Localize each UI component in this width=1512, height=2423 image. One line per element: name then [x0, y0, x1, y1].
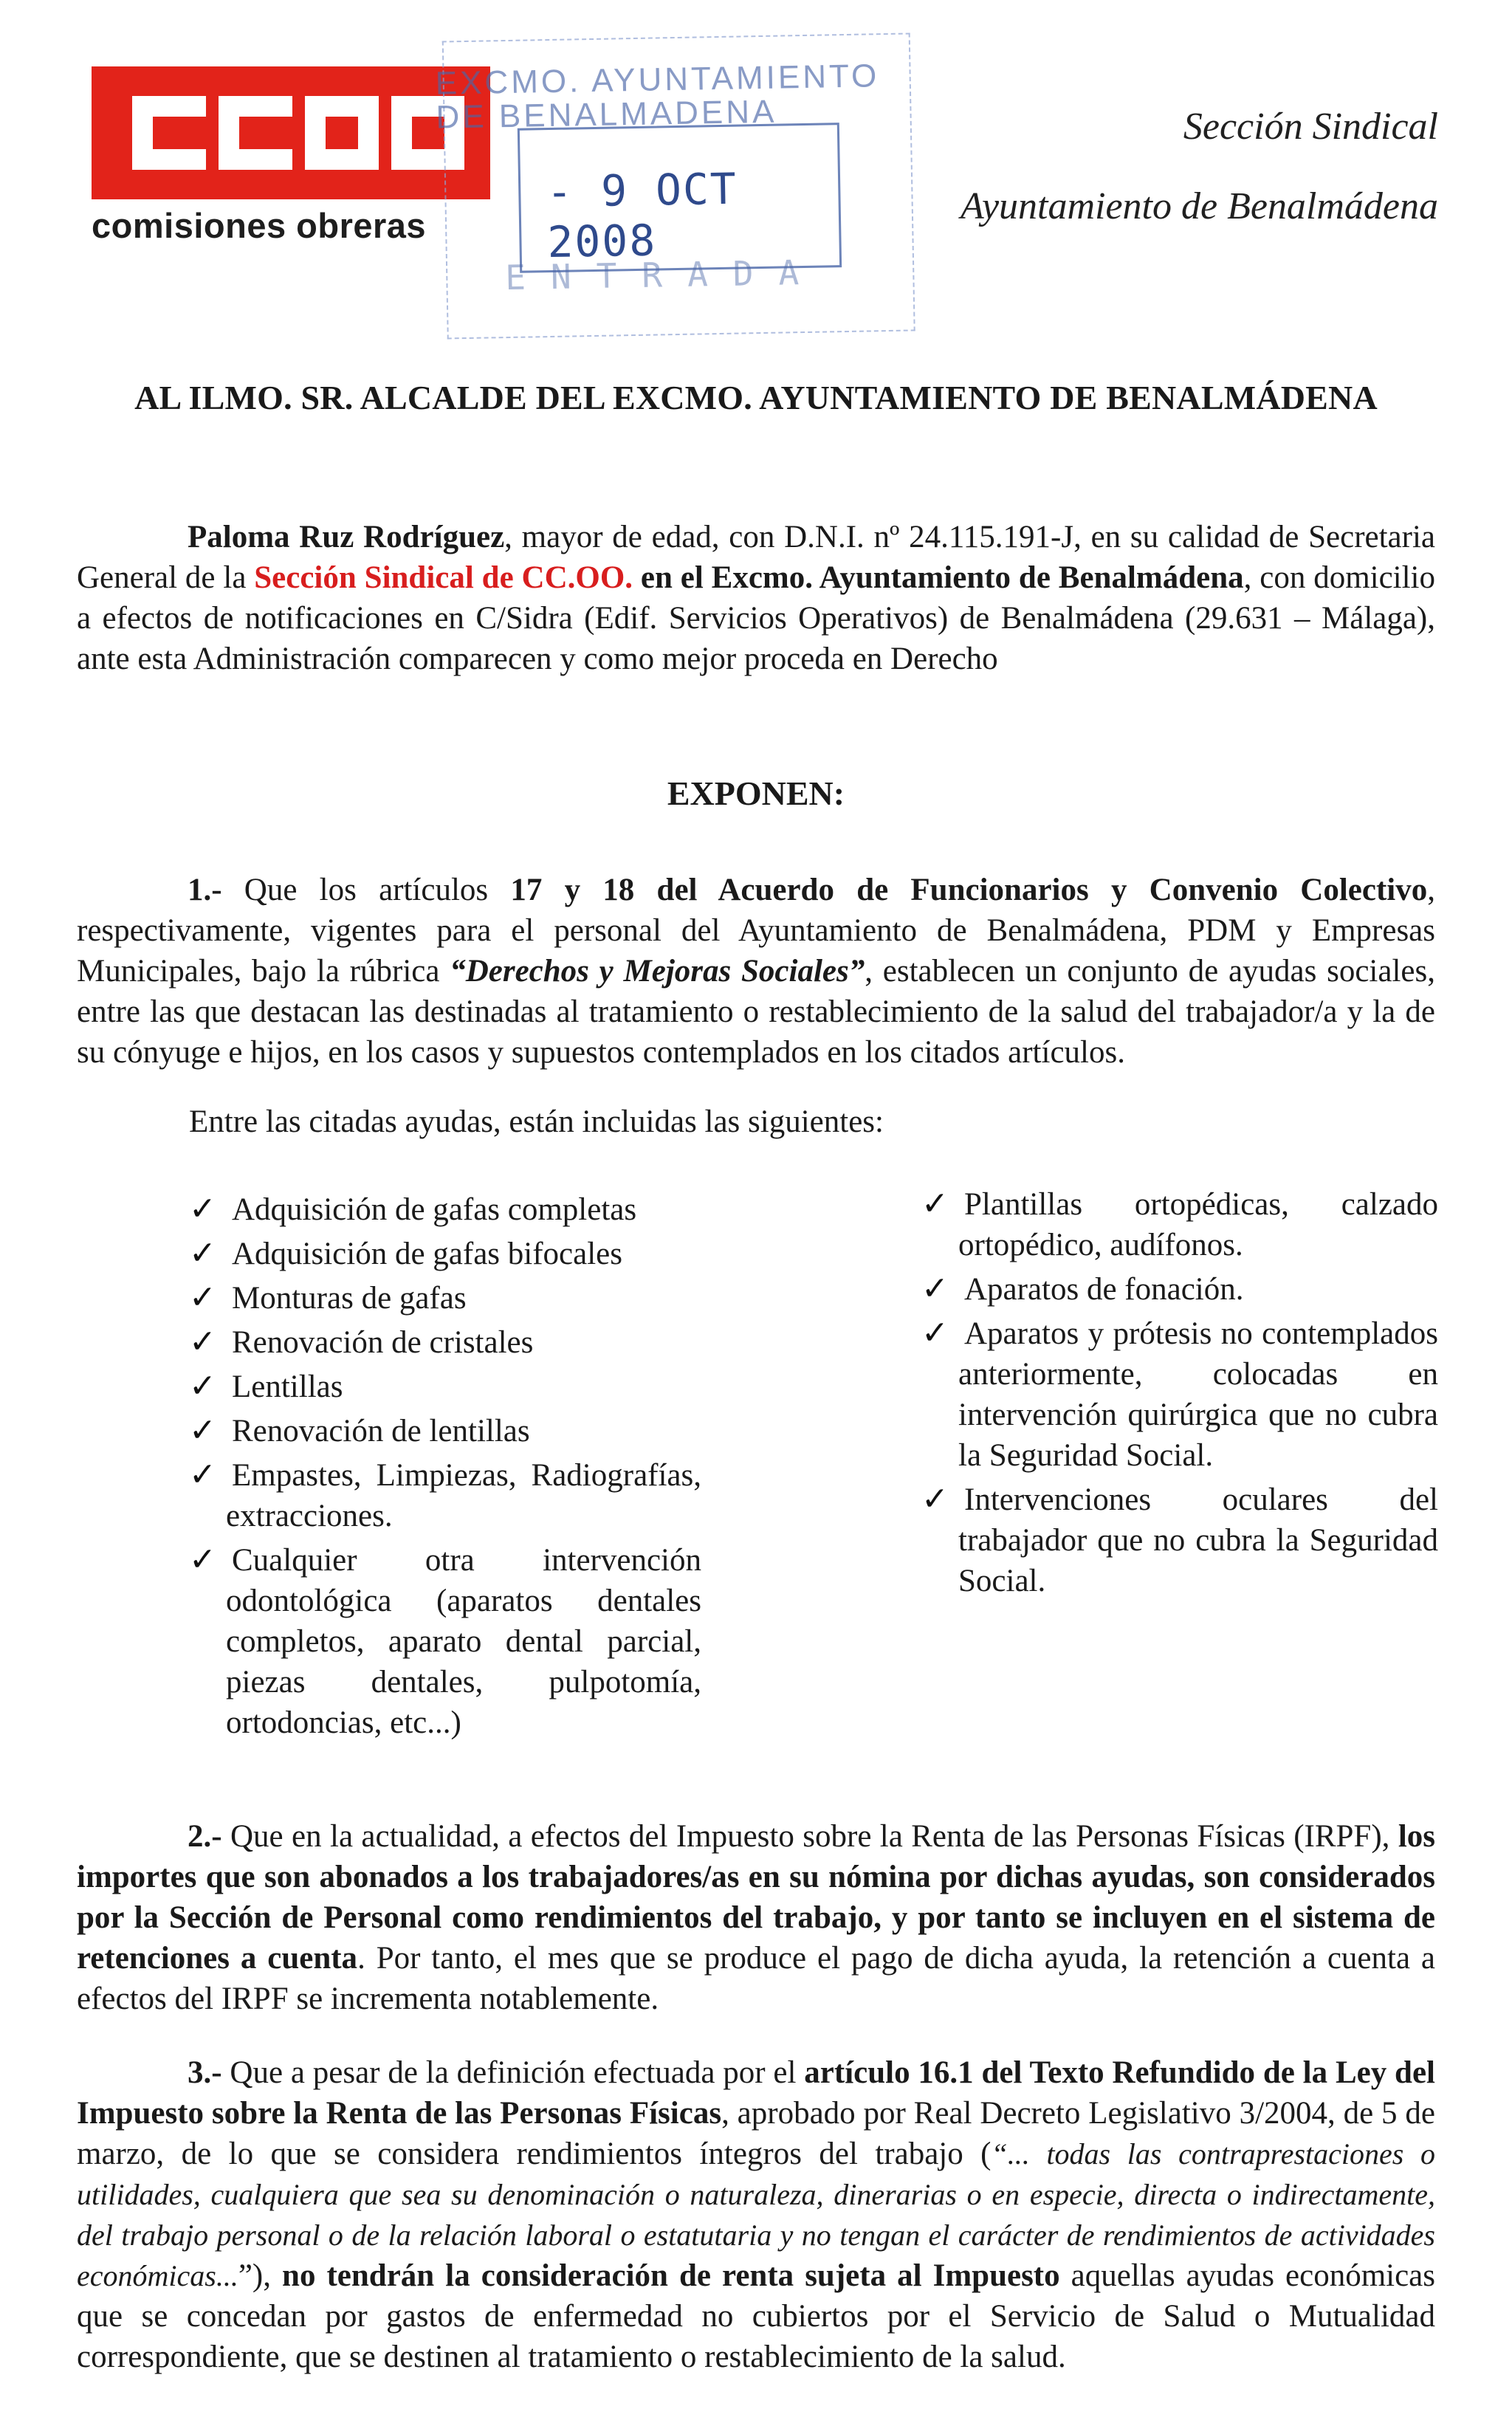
list-item-text: Cualquier otra intervención odontológica (aparatos dentales completos, aparato dental parcial, piezas dentales, pulpotomía, ortodoncias, etc...)	[226, 1543, 701, 1740]
point-1	[77, 870, 1435, 1073]
exponen-heading: EXPONEN:	[667, 774, 845, 812]
checkmark-icon: ✓	[189, 1235, 216, 1271]
list-item-text: Intervenciones oculares del trabajador que no cubra la Seguridad Social.	[958, 1482, 1438, 1598]
union-name: Sección Sindical de CC.OO.	[254, 560, 633, 595]
list-item-text: Adquisición de gafas bifocales	[232, 1237, 622, 1271]
point-1-bold-2: “Derechos y Mejoras Sociales”	[450, 954, 865, 989]
intro-paragraph	[77, 517, 1435, 679]
list-item	[189, 1277, 701, 1319]
list-item	[921, 1479, 1438, 1601]
checkmark-icon: ✓	[921, 1271, 949, 1307]
list-item-text: Aparatos y prótesis no contemplados anteriormente, colocadas en intervención quirúrgica que no cubra la Seguridad Social.	[958, 1316, 1438, 1473]
point-3-quote: “... todas las contraprestaciones o utilidades, cualquiera que sea su denominación o naturaleza, dinerarias o en especie, directa o indirectamente, del trabajo personal o de la relación laboral o estatutaria y no tengan el carácter de rendimientos de actividades económicas...	[77, 2137, 1435, 2292]
checkmark-icon: ✓	[189, 1412, 216, 1448]
point-3-text-1: Que a pesar de la definición efectuada por el	[221, 2055, 805, 2090]
point-1-bold-1: 17 y 18 del Acuerdo de Funcionarios y Convenio Colectivo	[510, 873, 1428, 907]
checkmark-icon: ✓	[189, 1191, 216, 1227]
point-2	[77, 1816, 1435, 2019]
point-1-number: 1.-	[188, 873, 222, 907]
checkmark-icon: ✓	[189, 1457, 216, 1493]
point-3-text-2: , aprobado por Real Decreto Legislativo 3/2004, de 5 de marzo, de lo que se considera rendimientos íntegros del trabajo (	[77, 2096, 1435, 2171]
point-2-number: 2.-	[188, 1819, 222, 1854]
point-3-bold-1: artículo 16.1 del Texto Refundido de la Ley del Impuesto sobre la Renta de las Personas Físicas	[77, 2055, 1435, 2131]
checkmark-icon: ✓	[921, 1481, 949, 1517]
stamp-date: - 9 OCT 2008	[546, 163, 738, 268]
list-item-text: Plantillas ortopédicas, calzado ortopédico, audífonos.	[958, 1187, 1438, 1262]
intro-text-2: en el Excmo. Ayuntamiento de Benalmádena	[633, 560, 1244, 595]
point-1-text-3: , establecen un conjunto de ayudas sociales, entre las que destacan las destinadas al tratamiento o restablecimiento de la salud del trabajador/a y la de su cónyuge e hijos, en los casos y supuestos contemplados en los citados artículos.	[77, 954, 1435, 1070]
section-title	[961, 87, 1438, 247]
applicant-name: Paloma Ruz Rodríguez	[188, 520, 505, 554]
checkmark-icon: ✓	[921, 1186, 949, 1222]
point-2-text-1: Que en la actualidad, a efectos del Impuesto sobre la Renta de las Personas Físicas (IRPF),	[221, 1819, 1398, 1854]
list-item	[189, 1233, 701, 1274]
list-item-text: Renovación de cristales	[232, 1325, 534, 1360]
ccoo-logo-mark	[92, 66, 490, 199]
list-item	[189, 1189, 701, 1230]
aids-list-right	[921, 1183, 1438, 1604]
aids-list-left	[189, 1189, 701, 1746]
ccoo-logo-letters	[132, 96, 464, 170]
intro-text-1: , mayor de edad, con D.N.I. nº 24.115.191-J, en su calidad de Secretaria General de la	[77, 520, 1435, 595]
point-3-bold-2: no tendrán la consideración de renta sujeta al Impuesto	[282, 2258, 1060, 2293]
point-1-text-1: Que los artículos	[221, 873, 511, 907]
addressee-line: AL ILMO. SR. ALCALDE DEL EXCMO. AYUNTAMIENTO DE BENALMÁDENA	[134, 379, 1378, 416]
logo-subtitle: comisiones obreras	[92, 206, 427, 245]
checkmark-icon: ✓	[189, 1324, 216, 1360]
checkmark-icon: ✓	[189, 1542, 216, 1578]
list-item	[189, 1366, 701, 1407]
point-3-text-3: ”),	[238, 2258, 283, 2293]
list-item	[189, 1410, 701, 1451]
point-3	[77, 2052, 1435, 2377]
list-intro: Entre las citadas ayudas, están incluidas las siguientes:	[189, 1104, 884, 1139]
list-item-text: Empastes, Limpiezas, Radiografías, extracciones.	[226, 1458, 701, 1533]
point-1-text-2: , respectivamente, vigentes para el personal del Ayuntamiento de Benalmádena, PDM y Empresas Municipales, bajo la rúbrica	[77, 873, 1435, 989]
point-3-number: 3.-	[188, 2055, 222, 2090]
section-title-line1: Sección Sindical	[1183, 106, 1438, 148]
list-item-text: Adquisición de gafas completas	[232, 1192, 637, 1227]
list-item	[921, 1313, 1438, 1476]
checkmark-icon: ✓	[921, 1315, 949, 1351]
stamp-entry-label: ENTRADA	[504, 252, 825, 298]
stamp-date-box	[518, 123, 842, 273]
section-title-line2: Ayuntamiento de Benalmádena	[961, 185, 1438, 227]
list-item-text: Renovación de lentillas	[232, 1414, 530, 1448]
checkmark-icon: ✓	[189, 1368, 216, 1404]
stamp-header-text: EXCMO. AYUNTAMIENTO DE BENALMADENA	[435, 58, 880, 136]
point-3-text-4: aquellas ayudas económicas que se concedan por gastos de enfermedad no cubiertos por el Servicio de Salud o Mutualidad correspondiente, que se destinen al tratamiento o restablecimiento de la salud.	[77, 2258, 1435, 2374]
intro-text-3: , con domicilio a efectos de notificaciones en C/Sidra (Edif. Servicios Operativos) de Benalmádena (29.631 – Málaga), ante esta Administración comparecen y como mejor proceda en Derecho	[77, 560, 1436, 676]
list-item	[921, 1268, 1438, 1310]
list-item-text: Monturas de gafas	[232, 1281, 467, 1316]
point-2-text-2: . Por tanto, el mes que se produce el pago de dicha ayuda, la retención a cuenta a efectos del IRPF se incrementa notablemente.	[77, 1941, 1435, 2016]
entry-stamp	[434, 18, 919, 336]
list-item-text: Aparatos de fonación.	[964, 1272, 1244, 1307]
point-2-bold-1: los importes que son abonados a los trabajadores/as en su nómina por dichas ayudas, son considerados por la Sección de Personal como rendimientos del trabajo, y por tanto se incluyen en el sistema de retenciones a cuenta	[77, 1819, 1435, 1976]
ccoo-logo	[92, 66, 490, 246]
list-item	[921, 1183, 1438, 1265]
list-item-text: Lentillas	[232, 1369, 343, 1404]
checkmark-icon: ✓	[189, 1279, 216, 1316]
list-item	[189, 1454, 701, 1536]
list-item	[189, 1539, 701, 1743]
list-item	[189, 1322, 701, 1363]
